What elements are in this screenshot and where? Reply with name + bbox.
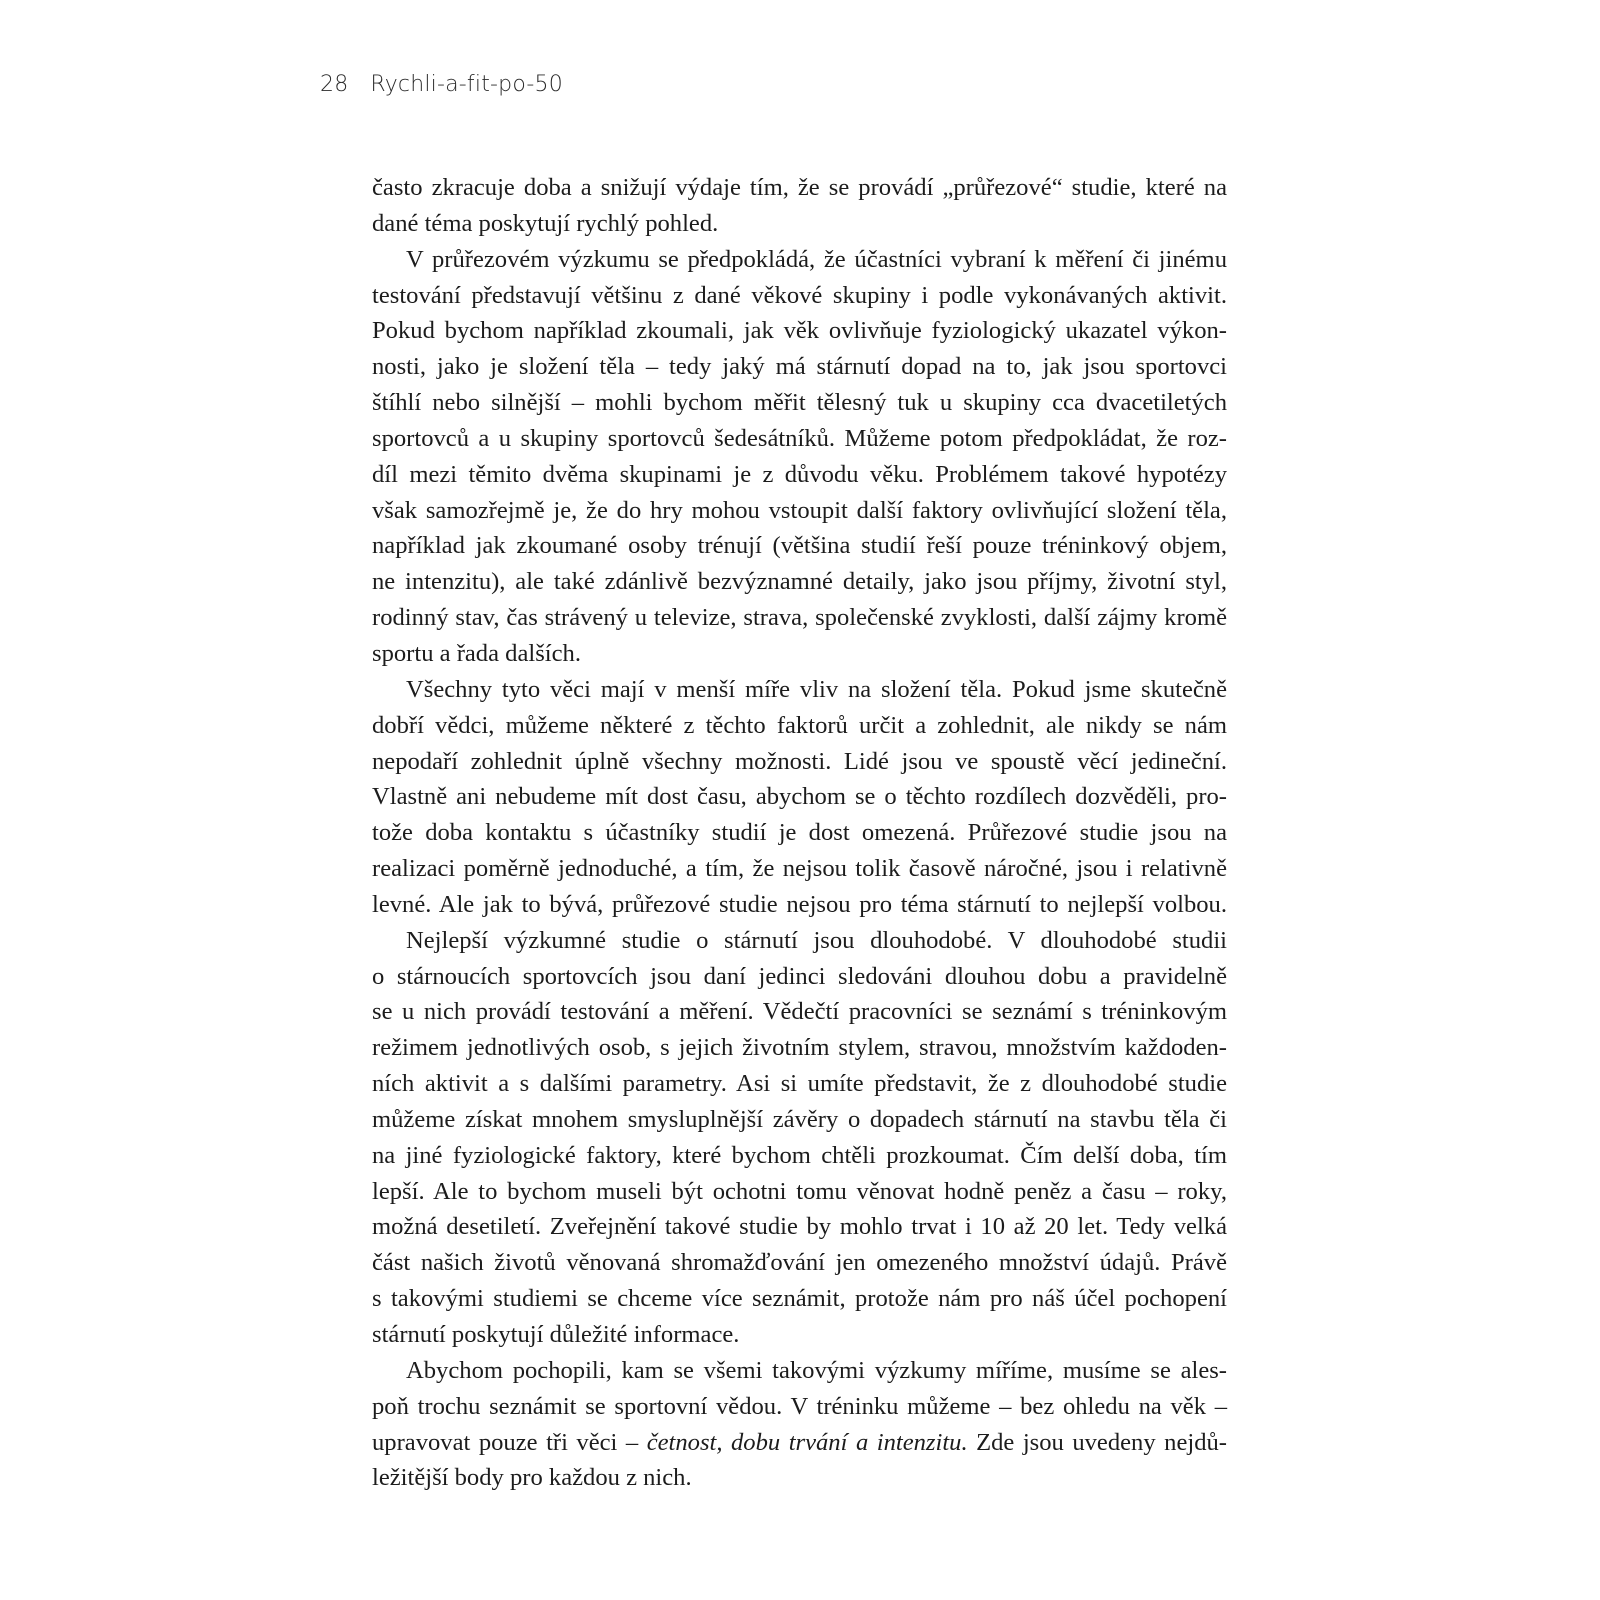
text-line: ních aktivit a s dalšími parametry. Asi si umíte představit, že z dlouhodobé studie (372, 1070, 1227, 1098)
text-line: režimem jednotlivých osob, s jejich životním stylem, stravou, množstvím každoden- (372, 1034, 1227, 1062)
text-line: Všechny tyto věci mají v menší míře vliv na složení těla. Pokud jsme skutečně (406, 675, 1227, 703)
text-line: V průřezovém výzkumu se předpokládá, že účastníci vybraní k měření či jinému (406, 245, 1227, 273)
body-text (372, 170, 1227, 1496)
text-line: Nejlepší výzkumné studie o stárnutí jsou dlouhodobé. V dlouhodobé studii (406, 926, 1227, 954)
text-line: dané téma poskytují rychlý pohled. (372, 209, 719, 237)
text-line: ležitější body pro každou z nich. (372, 1464, 692, 1492)
text-line: dobří vědci, můžeme některé z těchto faktorů určit a zohlednit, ale nikdy se nám (372, 711, 1227, 739)
text-fragment: upravovat pouze tři věci – (372, 1428, 647, 1456)
text-line: Pokud bychom například zkoumali, jak věk ovlivňuje fyziologický ukazatel výkon- (372, 317, 1227, 345)
text-line: můžeme získat mnohem smysluplnější závěry o dopadech stárnutí na stavbu těla či (372, 1105, 1227, 1133)
text-line: Vlastně ani nebudeme mít dost času, abychom se o těchto rozdílech dozvěděli, pro- (372, 783, 1227, 811)
running-title: Rychli-a-fit-po-50 (370, 72, 563, 97)
text-line: nepodaří zohlednit úplně všechny možnosti. Lidé jsou ve spoustě věcí jedineční. (372, 747, 1227, 775)
page-number: 28 (320, 72, 349, 97)
text-line: díl mezi těmito dvěma skupinami je z důvodu věku. Problémem takové hypotézy (372, 460, 1227, 488)
text-fragment: Zde jsou uvedeny nejdů- (967, 1428, 1227, 1456)
text-line: sportovců a u skupiny sportovců šedesátníků. Můžeme potom předpokládat, že roz- (372, 424, 1227, 452)
text-line: lepší. Ale to bychom museli být ochotni tomu věnovat hodně peněz a času – roky, (372, 1177, 1227, 1205)
text-line: Abychom pochopili, kam se všemi takovými výzkumy míříme, musíme se ales- (406, 1356, 1227, 1384)
text-line: ne intenzitu), ale také zdánlivě bezvýznamné detaily, jako jsou příjmy, životní styl, (372, 568, 1227, 596)
text-line: část našich životů věnovaná shromažďování jen omezeného množství údajů. Právě (372, 1249, 1227, 1277)
text-line: rodinný stav, čas strávený u televize, strava, společenské zvyklosti, další zájmy kromě (372, 604, 1227, 632)
text-line: se u nich provádí testování a měření. Vědečtí pracovníci se seznámí s tréninkovým (372, 998, 1227, 1026)
text-line: realizaci poměrně jednoduché, a tím, že nejsou tolik časově náročné, jsou i relativně (372, 855, 1227, 883)
text-line: testování představují většinu z dané věkové skupiny i podle vykonávaných aktivit. (372, 281, 1227, 309)
text-line: na jiné fyziologické faktory, které bychom chtěli prozkoumat. Čím delší doba, tím (372, 1141, 1227, 1169)
text-line: nosti, jako je složení těla – tedy jaký má stárnutí dopad na to, jak jsou sportovci (372, 353, 1227, 381)
text-line: stárnutí poskytují důležité informace. (372, 1321, 740, 1348)
text-line: poň trochu seznámit se sportovní vědou. V tréninku můžeme – bez ohledu na věk – (372, 1392, 1227, 1420)
text-line: však samozřejmě je, že do hry mohou vstoupit další faktory ovlivňující složení těla, (372, 496, 1227, 524)
text-line: sportu a řada dalších. (372, 639, 581, 667)
text-line: tože doba kontaktu s účastníky studií je dost omezená. Průřezové studie jsou na (372, 819, 1227, 847)
running-head (320, 72, 563, 97)
text-line: o stárnoucích sportovcích jsou daní jedinci sledováni dlouhou dobu a pravidelně (372, 962, 1227, 990)
text-line-with-emphasis (372, 1425, 1227, 1461)
italic-emphasis: četnost, dobu trvání a intenzitu. (646, 1428, 968, 1456)
text-line: levné. Ale jak to bývá, průřezové studie nejsou pro téma stárnutí to nejlepší volbou. (372, 890, 1227, 918)
text-line: s takovými studiemi se chceme více seznámit, protože nám pro náš účel pochopení (372, 1285, 1227, 1313)
text-line: možná desetiletí. Zveřejnění takové studie by mohlo trvat i 10 až 20 let. Tedy velká (372, 1213, 1227, 1241)
text-line: často zkracuje doba a snižují výdaje tím, že se provádí „průřezové“ studie, které na (372, 174, 1227, 201)
text-line: štíhlí nebo silnější – mohli bychom měřit tělesný tuk u skupiny cca dvacetiletých (372, 389, 1227, 417)
text-line: například jak zkoumané osoby trénují (většina studií řeší pouze tréninkový objem, (372, 532, 1227, 560)
